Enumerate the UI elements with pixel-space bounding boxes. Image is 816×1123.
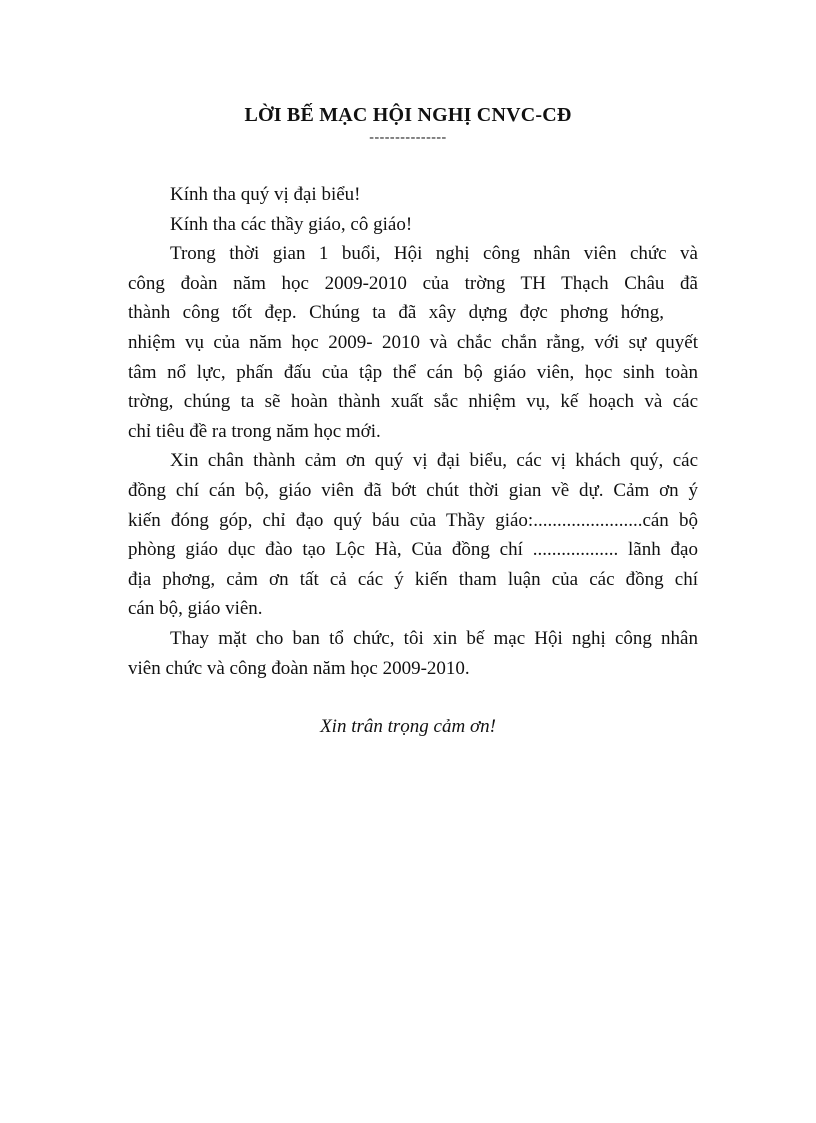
paragraph-line: kiến đóng góp, chỉ đạo quý báu của Thầy giáo:.......................cán bộ [128,509,698,531]
paragraph-line: đồng chí cán bộ, giáo viên đã bớt chút thời gian về dự. Cảm ơn ý [128,479,698,501]
document-title: LỜI BẾ MẠC HỘI NGHỊ CNVC-CĐ [244,104,572,126]
paragraph-line: Xin chân thành cảm ơn quý vị đại biểu, các vị khách quý, các [170,450,698,472]
paragraph-line: nhiệm vụ của năm học 2009- 2010 và chắc chắn rằng, với sự quyết [128,331,698,353]
document-body [128,180,698,683]
paragraph-line: thành công tốt đẹp. Chúng ta đã xây dựng đợc phơng hớng, [128,302,664,324]
paragraph-line: viên chức và công đoàn năm học 2009-2010. [128,657,470,679]
greeting-line: Kính tha các thầy giáo, cô giáo! [170,213,413,235]
paragraph-line: công đoàn năm học 2009-2010 của trờng TH Thạch Châu đã [128,272,698,294]
paragraph-line: tâm nổ lực, phấn đấu của tập thể cán bộ giáo viên, học sinh toàn [128,361,698,383]
paragraph-line: trờng, chúng ta sẽ hoàn thành xuất sắc nhiệm vụ, kế hoạch và các [128,391,698,413]
title-underline-dashes: --------------- [369,130,447,145]
paragraph-line: Trong thời gian 1 buổi, Hội nghị công nhân viên chức và [170,243,698,265]
paragraph-line: cán bộ, giáo viên. [128,598,263,620]
closing-thanks: Xin trân trọng cảm ơn! [320,716,496,737]
paragraph-line: Thay mặt cho ban tổ chức, tôi xin bế mạc Hội nghị công nhân [170,627,698,649]
paragraph-line: chỉ tiêu đề ra trong năm học mới. [128,420,381,442]
greeting-line: Kính tha quý vị đại biểu! [170,184,361,205]
paragraph-line: địa phơng, cảm ơn tất cả các ý kiến tham luận của các đồng chí [128,568,698,590]
paragraph-line: phòng giáo dục đào tạo Lộc Hà, Của đồng chí .................. lãnh đạo [128,539,698,561]
